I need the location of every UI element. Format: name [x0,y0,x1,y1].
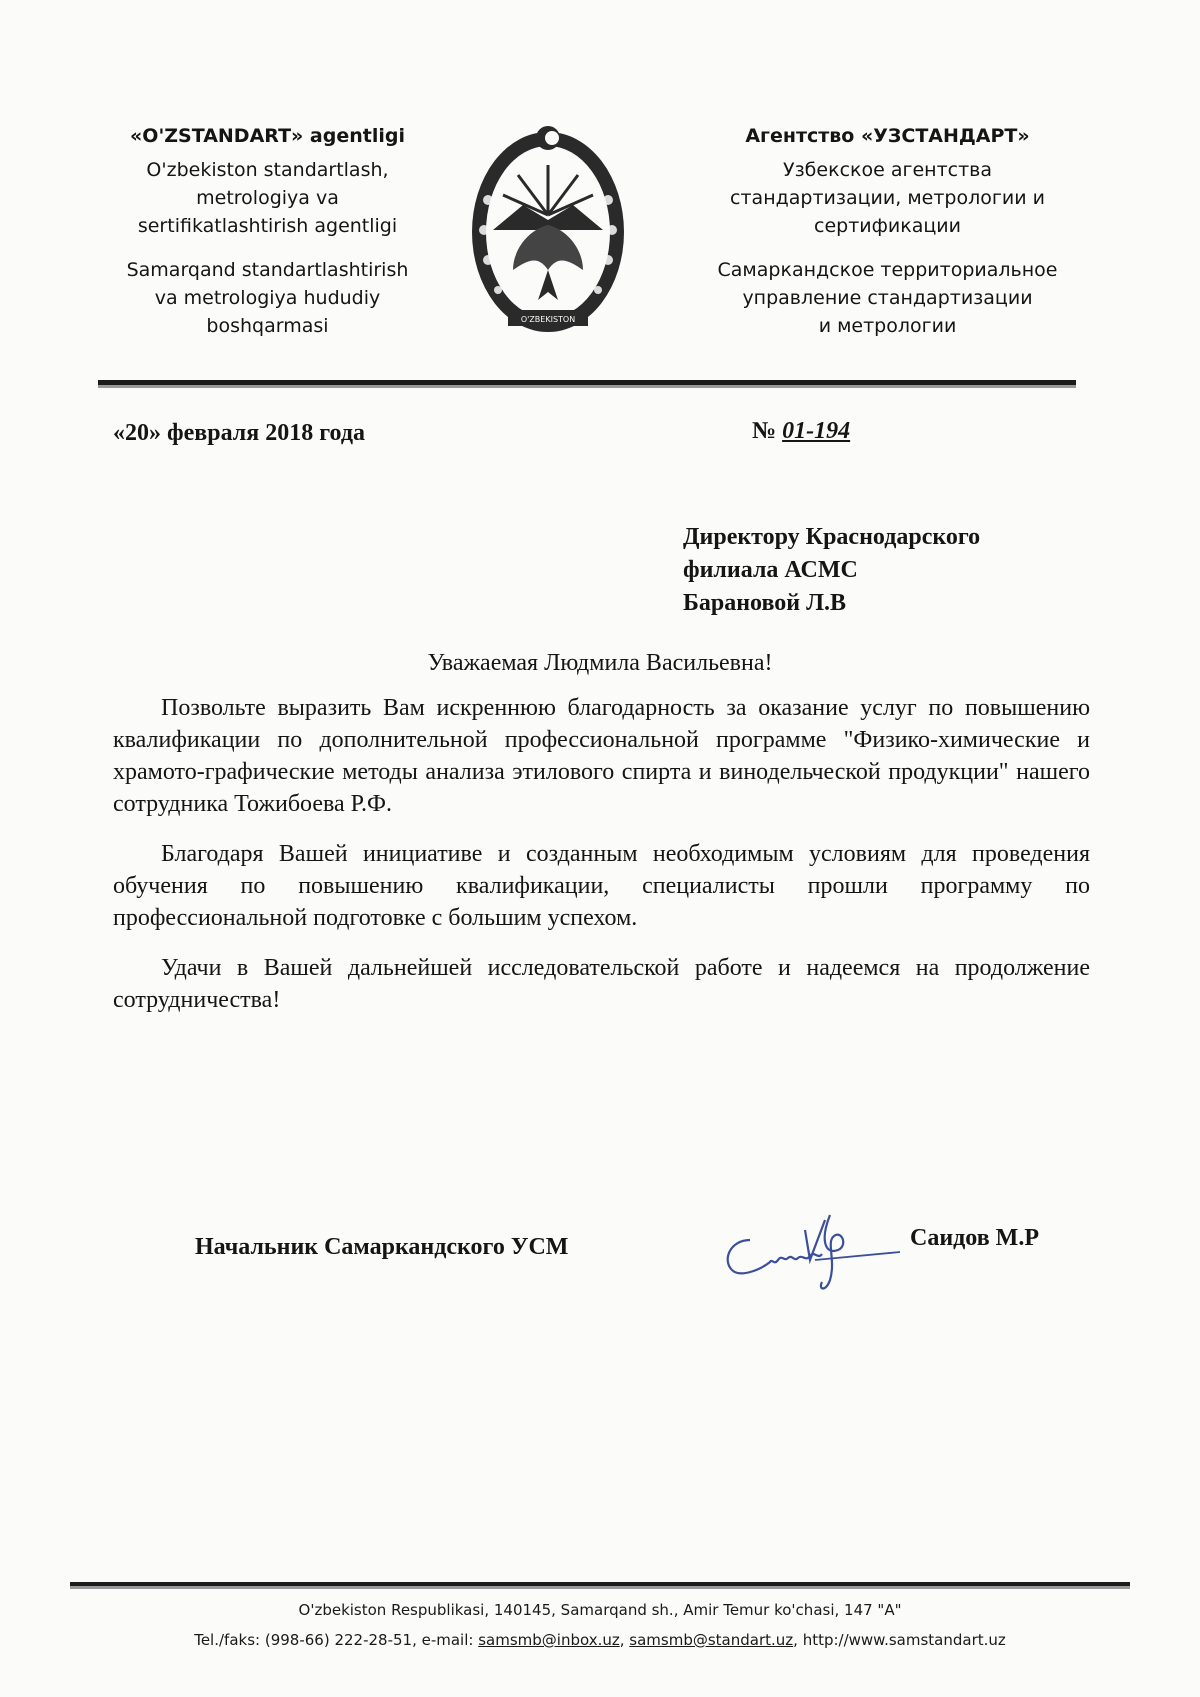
office-line: Samarqand standartlashtirish [126,259,409,281]
header-left-uzbek [95,122,440,356]
letter-date: «20» февраля 2018 года [113,420,365,446]
office-line: и метрологии [818,315,957,337]
signatory-name: Саидов М.Р [910,1225,1039,1251]
office-line: управление стандартизации [742,287,1033,309]
footer-contact-line [60,1625,1140,1655]
website-link[interactable]: , http://www.samstandart.uz [793,1631,1006,1649]
email-link-inbox[interactable]: samsmb@inbox.uz [478,1631,620,1649]
body-paragraph: Позвольте выразить Вам искреннюю благодарность за оказание услуг по повышению квалификации по дополнительной профессиональной программе "Физико-химические и храмото-графические методы анализа этилового спирта и винодельческой продукции" нашего сотрудника Тожибоева Р.Ф. [113,695,1090,817]
office-line: va metrologiya hududiy [154,287,381,309]
addressee-line: Директору Краснодарского [683,524,981,550]
body-paragraph: Благодаря Вашей инициативе и созданным необходимым условиям для проведения обучения по повышению квалификации, специалисты прошли программу по профессиональной подготовке с большим успехом. [113,841,1090,931]
office-name-uz [95,256,440,340]
letter-body [113,692,1090,1034]
handwritten-signature-icon [710,1200,910,1300]
state-emblem-icon [468,120,628,342]
footer-divider [70,1582,1130,1586]
letter-number [752,418,858,445]
footer-contacts [60,1595,1140,1655]
salutation: Уважаемая Людмила Васильевна! [427,650,773,676]
addressee-block [683,521,980,620]
office-line: Самаркандское территориальное [717,259,1058,281]
agency-full-line: сертификации [814,215,961,237]
signatory-title: Начальник Самаркандского УСМ [195,1234,569,1260]
footer-separator: , [619,1631,630,1649]
office-line: boshqarmasi [206,315,329,337]
agency-full-line: O'zbekiston standartlash, [146,159,389,181]
header-right-russian [715,122,1060,356]
emblem-ribbon-text: O'ZBEKISTON [520,315,576,324]
footer-phone: Tel./faks: (998-66) 222-28-51, e-mail: [194,1631,479,1649]
footer-address: O'zbekiston Respublikasi, 140145, Samarqand sh., Amir Temur ko'chasi, 147 "A" [298,1601,902,1619]
agency-full-name-uz [95,156,440,240]
office-name-ru [715,256,1060,340]
header-divider [98,380,1076,385]
agency-name-uz: «O'ZSTANDART» agentligi [130,125,405,147]
number-value: 01-194 [782,418,851,444]
email-link-standart[interactable]: samsmb@standart.uz [629,1631,794,1649]
agency-full-line: metrologiya va [196,187,339,209]
addressee-line: филиала АСМС [683,557,858,583]
agency-full-line: sertifikatlashtirish agentligi [137,215,398,237]
agency-name-ru: Агентство «УЗСТАНДАРТ» [745,125,1030,147]
agency-full-name-ru [715,156,1060,240]
agency-full-line: Узбекское агентства [783,159,992,181]
body-paragraph: Удачи в Вашей дальнейшей исследовательской работе и надеемся на продолжение сотрудничества! [113,955,1090,1013]
agency-full-line: стандартизации, метрологии и [730,187,1045,209]
number-prefix: № [752,418,777,444]
addressee-line: Барановой Л.В [683,590,846,616]
